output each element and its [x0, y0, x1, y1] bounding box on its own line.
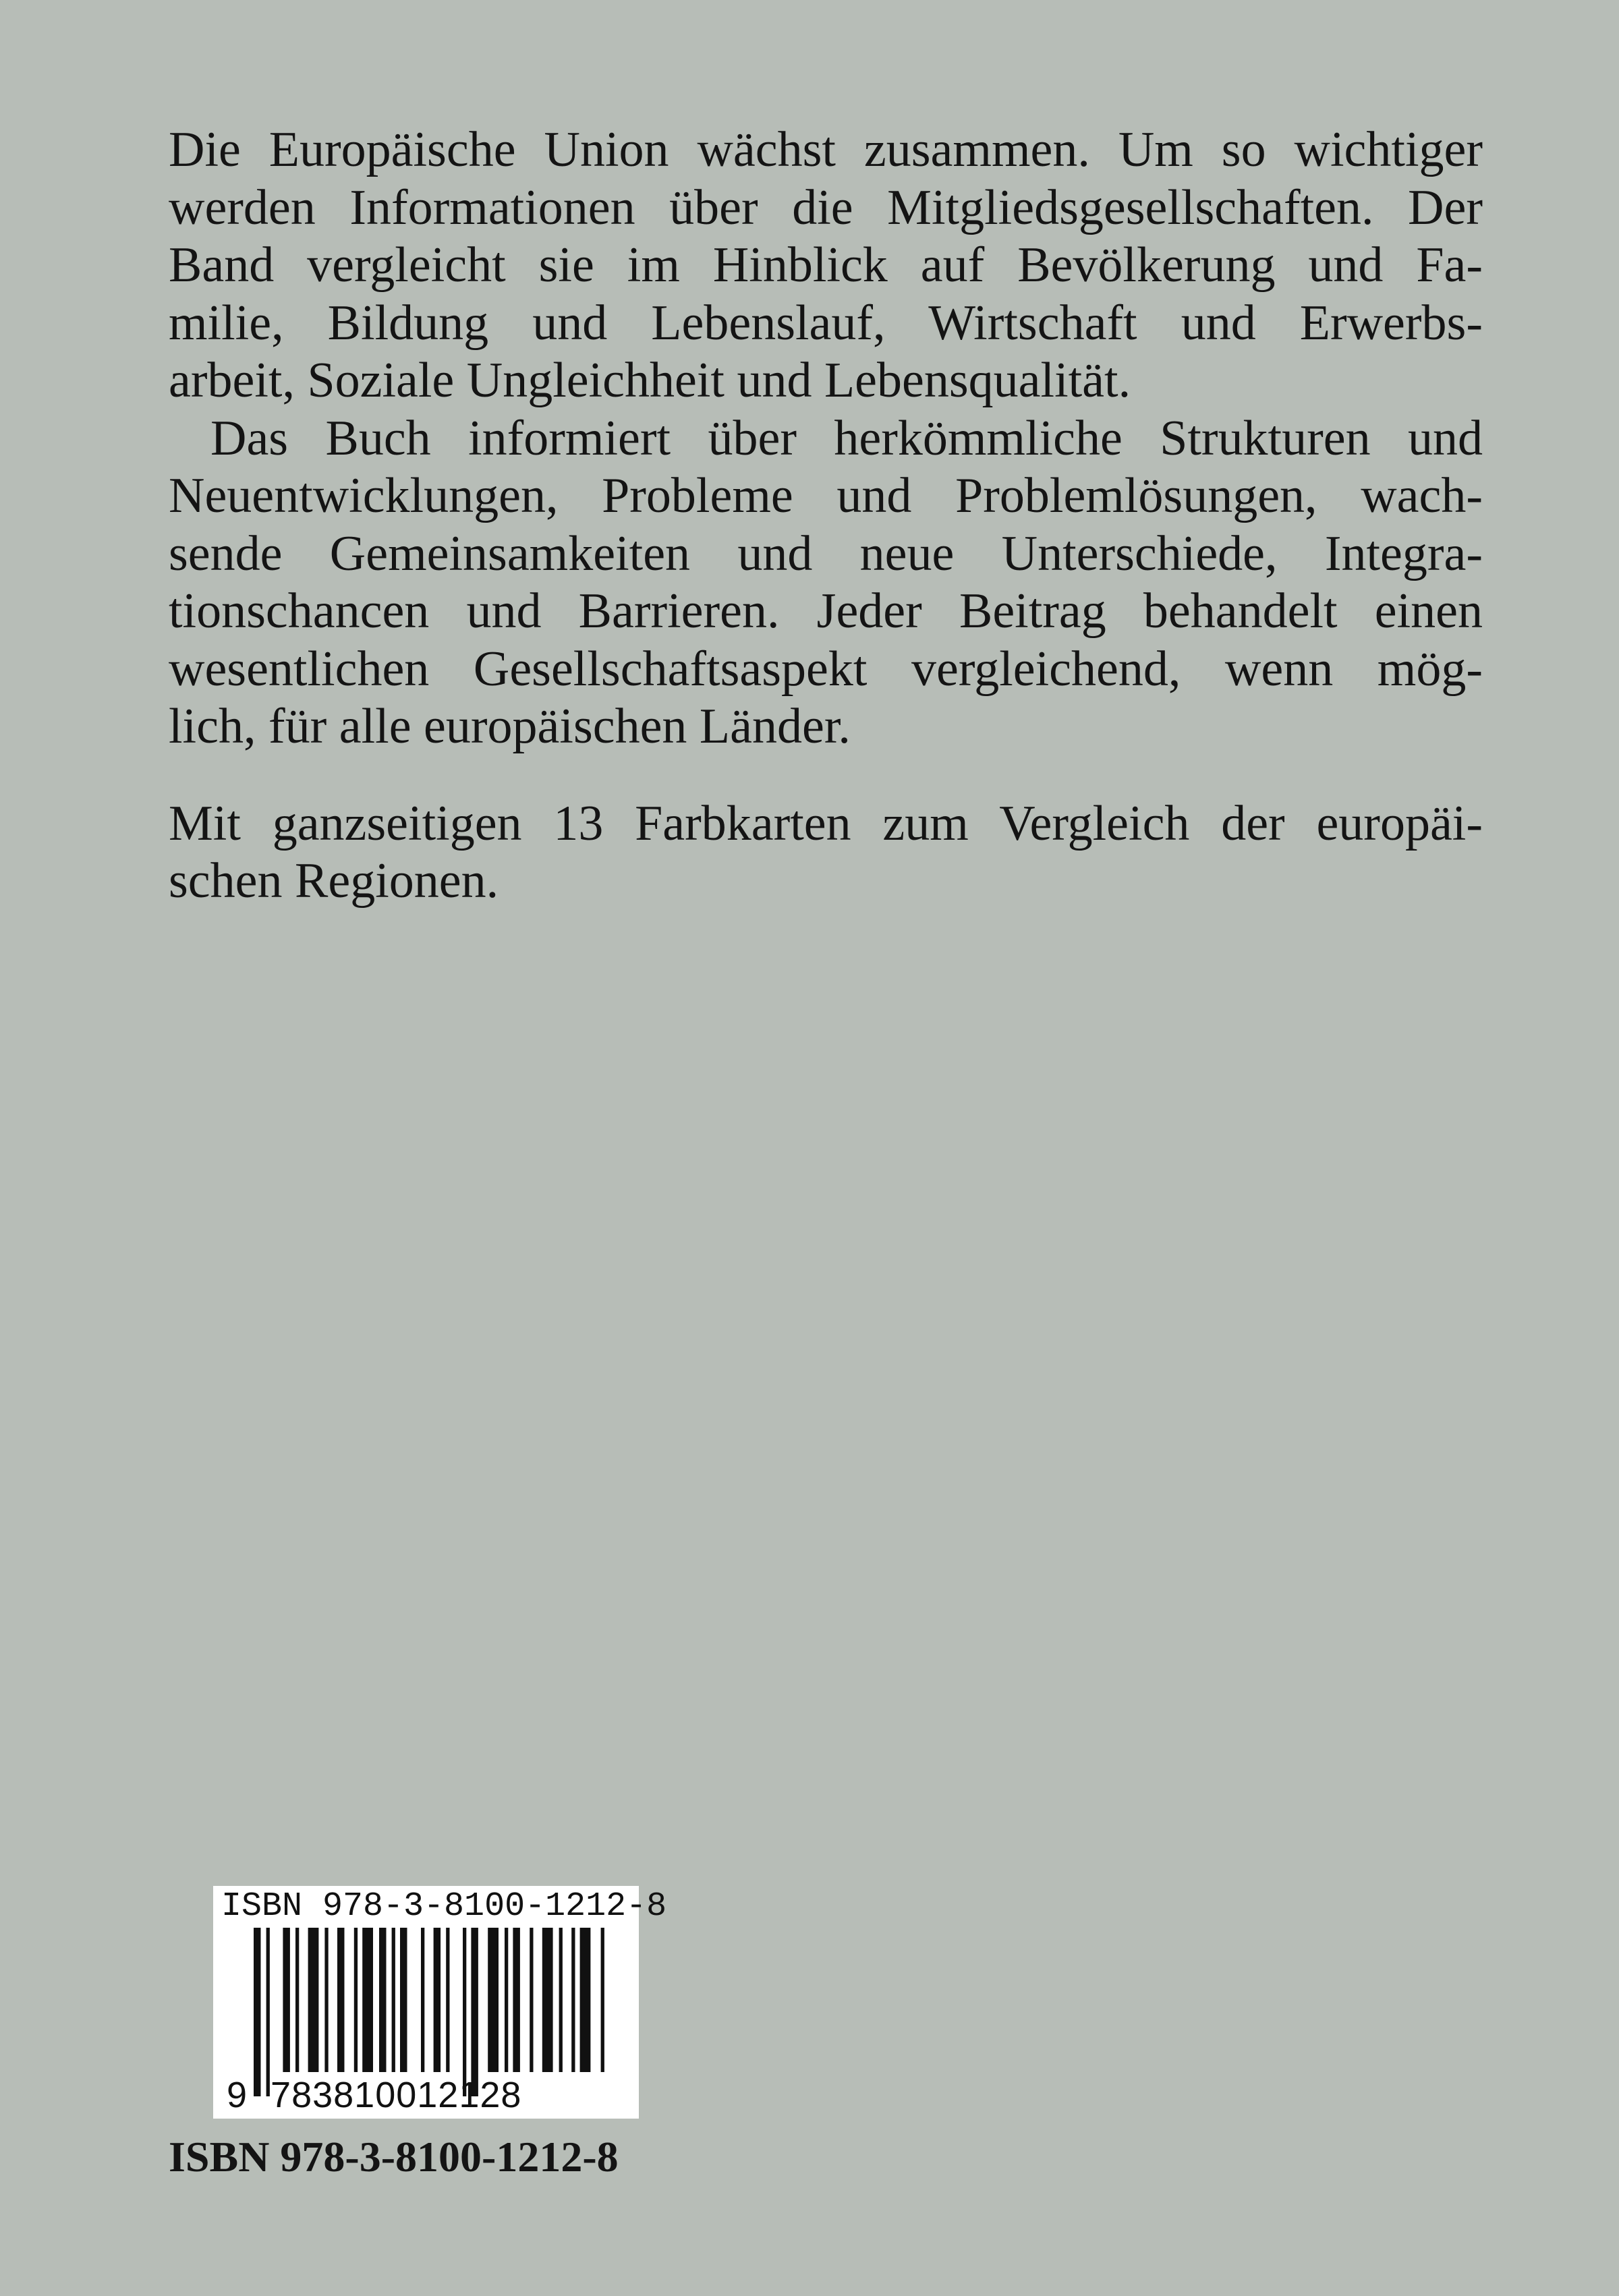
- barcode-bar: [446, 1928, 449, 2072]
- barcode-bar: [559, 1928, 563, 2072]
- text-line: milie, Bildung und Lebenslauf, Wirtschaft und Erwerbs-: [169, 295, 1483, 351]
- text-line: Neuentwicklungen, Probleme und Problemlösungen, wach-: [169, 468, 1483, 523]
- barcode-bar: [542, 1928, 553, 2072]
- text-line: arbeit, Soziale Ungleichheit und Lebensqualität.: [169, 353, 1131, 408]
- text-line: Das Buch informiert über herkömmliche Strukturen und: [210, 410, 1483, 466]
- text-line: Die Europäische Union wächst zusammen. Um so wichtiger: [169, 122, 1483, 177]
- barcode-bar: [513, 1928, 520, 2072]
- barcode-bar: [392, 1928, 395, 2072]
- barcode-bar: [601, 1928, 604, 2072]
- paragraph-content: [169, 410, 1483, 756]
- barcode-bar: [324, 1928, 328, 2072]
- barcode-bar: [434, 1928, 441, 2072]
- barcode-bar: [295, 1928, 299, 2072]
- barcode-bar: [379, 1928, 387, 2072]
- paragraph-gap: [169, 756, 1483, 795]
- barcode-bar: [463, 1928, 466, 2096]
- barcode-bar: [530, 1928, 533, 2072]
- barcode-bar: [400, 1928, 407, 2072]
- barcode-bar: [580, 1928, 591, 2072]
- barcode-bar: [505, 1928, 508, 2072]
- text-line: sende Gemeinsamkeiten und neue Unterschiede, Integra-: [169, 525, 1483, 581]
- barcode-bar: [571, 1928, 575, 2072]
- barcode-digit-first: 9: [227, 2075, 248, 2115]
- barcode-bar: [421, 1928, 424, 2072]
- paragraph-intro: [169, 121, 1483, 410]
- back-cover-text: [169, 121, 1483, 911]
- text-line: Mit ganzseitigen 13 Farbkarten zum Vergleich der europäi-: [169, 795, 1483, 851]
- text-line: wesentlichen Gesellschaftsaspekt vergleichend, wenn mög-: [169, 641, 1483, 697]
- barcode-digits-rest: 783810012128: [271, 2075, 522, 2115]
- text-line: lich, für alle europäischen Länder.: [169, 699, 851, 754]
- barcode-bar: [354, 1928, 358, 2072]
- barcode-bar: [471, 1928, 478, 2096]
- barcode-bar: [308, 1928, 319, 2072]
- text-line: tionschancen und Barrieren. Jeder Beitrag behandelt einen: [169, 583, 1483, 639]
- barcode-bar: [362, 1928, 373, 2072]
- barcode-bar: [254, 1928, 261, 2096]
- isbn-barcode: [213, 1886, 667, 2119]
- barcode-bar: [266, 1928, 270, 2096]
- barcode-bar: [283, 1928, 290, 2072]
- text-line: Band vergleicht sie im Hinblick auf Bevölkerung und Fa-: [169, 237, 1483, 293]
- barcode-isbn-label: ISBN 978-3-8100-1212-8: [221, 1887, 667, 1926]
- text-line: schen Regionen.: [169, 853, 499, 909]
- barcode-digits: [227, 2075, 521, 2115]
- text-line: werden Informationen über die Mitgliedsgesellschaften. Der: [169, 179, 1483, 235]
- barcode-bar: [337, 1928, 345, 2072]
- isbn-text: ISBN 978-3-8100-1212-8: [169, 2133, 619, 2181]
- barcode-bar: [488, 1928, 499, 2072]
- paragraph-maps: [169, 795, 1483, 911]
